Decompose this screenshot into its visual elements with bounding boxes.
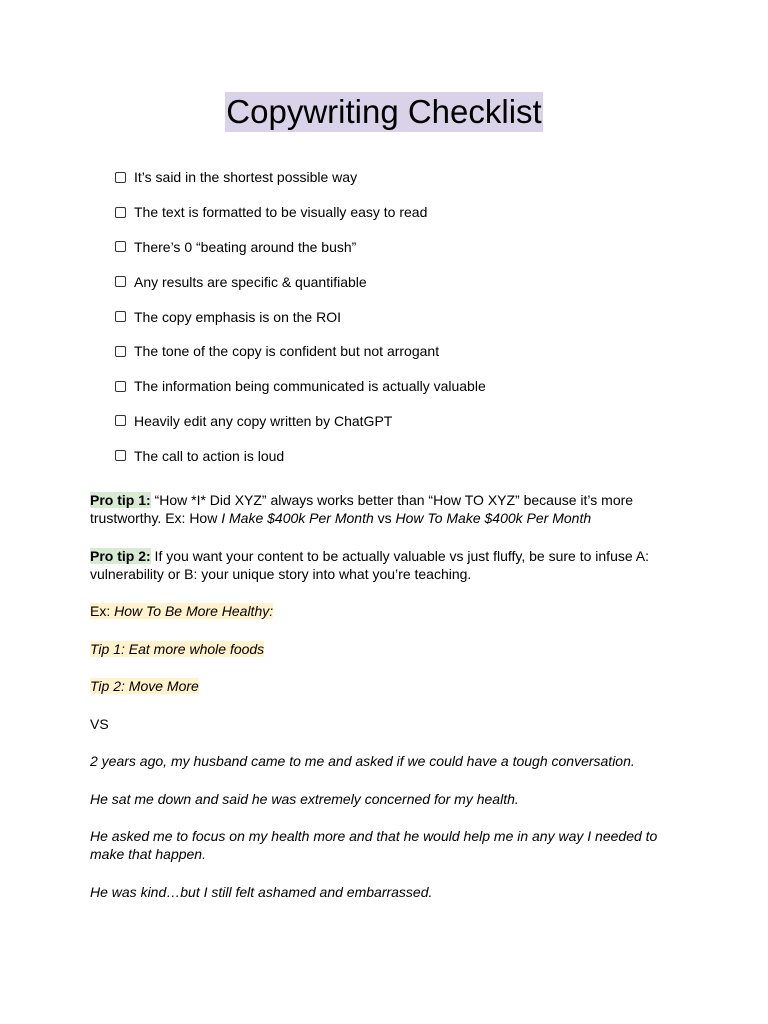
story-text: He was kind…but I still felt ashamed and embarrassed. — [90, 883, 433, 900]
story-paragraph — [90, 827, 670, 863]
checklist-item-label: The information being communicated is actually valuable — [134, 378, 486, 395]
checklist-item — [115, 334, 486, 369]
checkbox[interactable] — [115, 415, 126, 426]
checklist-item-label: Any results are specific & quantifiable — [134, 273, 367, 290]
checklist-item-label: It’s said in the shortest possible way — [134, 169, 358, 186]
checklist-item-label: The copy emphasis is on the ROI — [134, 308, 341, 325]
checkbox[interactable] — [115, 207, 126, 218]
story-text: He asked me to focus on my health more and that he would help me in any way I needed to make that happen. — [90, 828, 658, 862]
checkbox[interactable] — [115, 381, 126, 392]
example-tip-1 — [90, 640, 670, 658]
example-tip-2 — [90, 677, 670, 695]
checklist — [115, 160, 486, 473]
pro-tip-1-text-a: “How *I* Did XYZ” always works better than “How TO XYZ” because it’s more trustworthy. Ex: How — [90, 492, 634, 526]
example-heading — [90, 602, 670, 620]
checklist-item-label: The text is formatted to be visually easy to read — [134, 204, 428, 221]
checklist-item — [115, 230, 486, 265]
story-text: He sat me down and said he was extremely concerned for my health. — [90, 790, 519, 807]
pro-tip-2-text: If you want your content to be actually valuable vs just fluffy, be sure to infuse A: vulnerability or B: your unique story into what you’re teaching. — [90, 547, 649, 582]
body-text — [90, 491, 670, 920]
pro-tip-1-label: Pro tip 1: — [90, 492, 151, 508]
checklist-item — [115, 195, 486, 230]
checkbox[interactable] — [115, 241, 126, 252]
checkbox[interactable] — [115, 172, 126, 183]
story-paragraph — [90, 790, 670, 808]
example-title: How To Be More Healthy: — [114, 603, 274, 619]
checklist-item — [115, 369, 486, 404]
example-tip-2-text: Tip 2: Move More — [90, 678, 199, 694]
page-title: Copywriting Checklist — [226, 93, 542, 130]
example-prefix: Ex: — [90, 603, 115, 619]
checklist-item-label: Heavily edit any copy written by ChatGPT — [134, 412, 393, 429]
pro-tip-2 — [90, 547, 670, 583]
checklist-item — [115, 160, 486, 195]
pro-tip-1-text-b: vs — [373, 510, 396, 526]
example-tip-1-text: Tip 1: Eat more whole foods — [90, 640, 265, 657]
vs-divider: VS — [90, 715, 109, 732]
checklist-item — [115, 299, 486, 334]
checklist-item — [115, 404, 486, 439]
checklist-item — [115, 264, 486, 299]
pro-tip-1-italic-b: How To Make $400k Per Month — [395, 510, 592, 526]
checklist-item — [115, 438, 486, 473]
story-paragraph — [90, 883, 670, 901]
checkbox[interactable] — [115, 276, 126, 287]
checklist-item-label: There’s 0 “beating around the bush” — [134, 238, 357, 255]
title-wrap — [0, 92, 768, 132]
story-text: 2 years ago, my husband came to me and asked if we could have a tough conversation. — [90, 753, 635, 769]
checkbox[interactable] — [115, 346, 126, 357]
checkbox[interactable] — [115, 450, 126, 461]
checkbox[interactable] — [115, 311, 126, 322]
checklist-item-label: The tone of the copy is confident but not arrogant — [134, 343, 440, 360]
story-paragraph — [90, 752, 670, 770]
checklist-item-label: The call to action is loud — [134, 447, 285, 464]
pro-tip-2-label: Pro tip 2: — [90, 547, 151, 564]
pro-tip-1-italic-a: I Make $400k Per Month — [221, 510, 374, 526]
pro-tip-1 — [90, 491, 670, 527]
